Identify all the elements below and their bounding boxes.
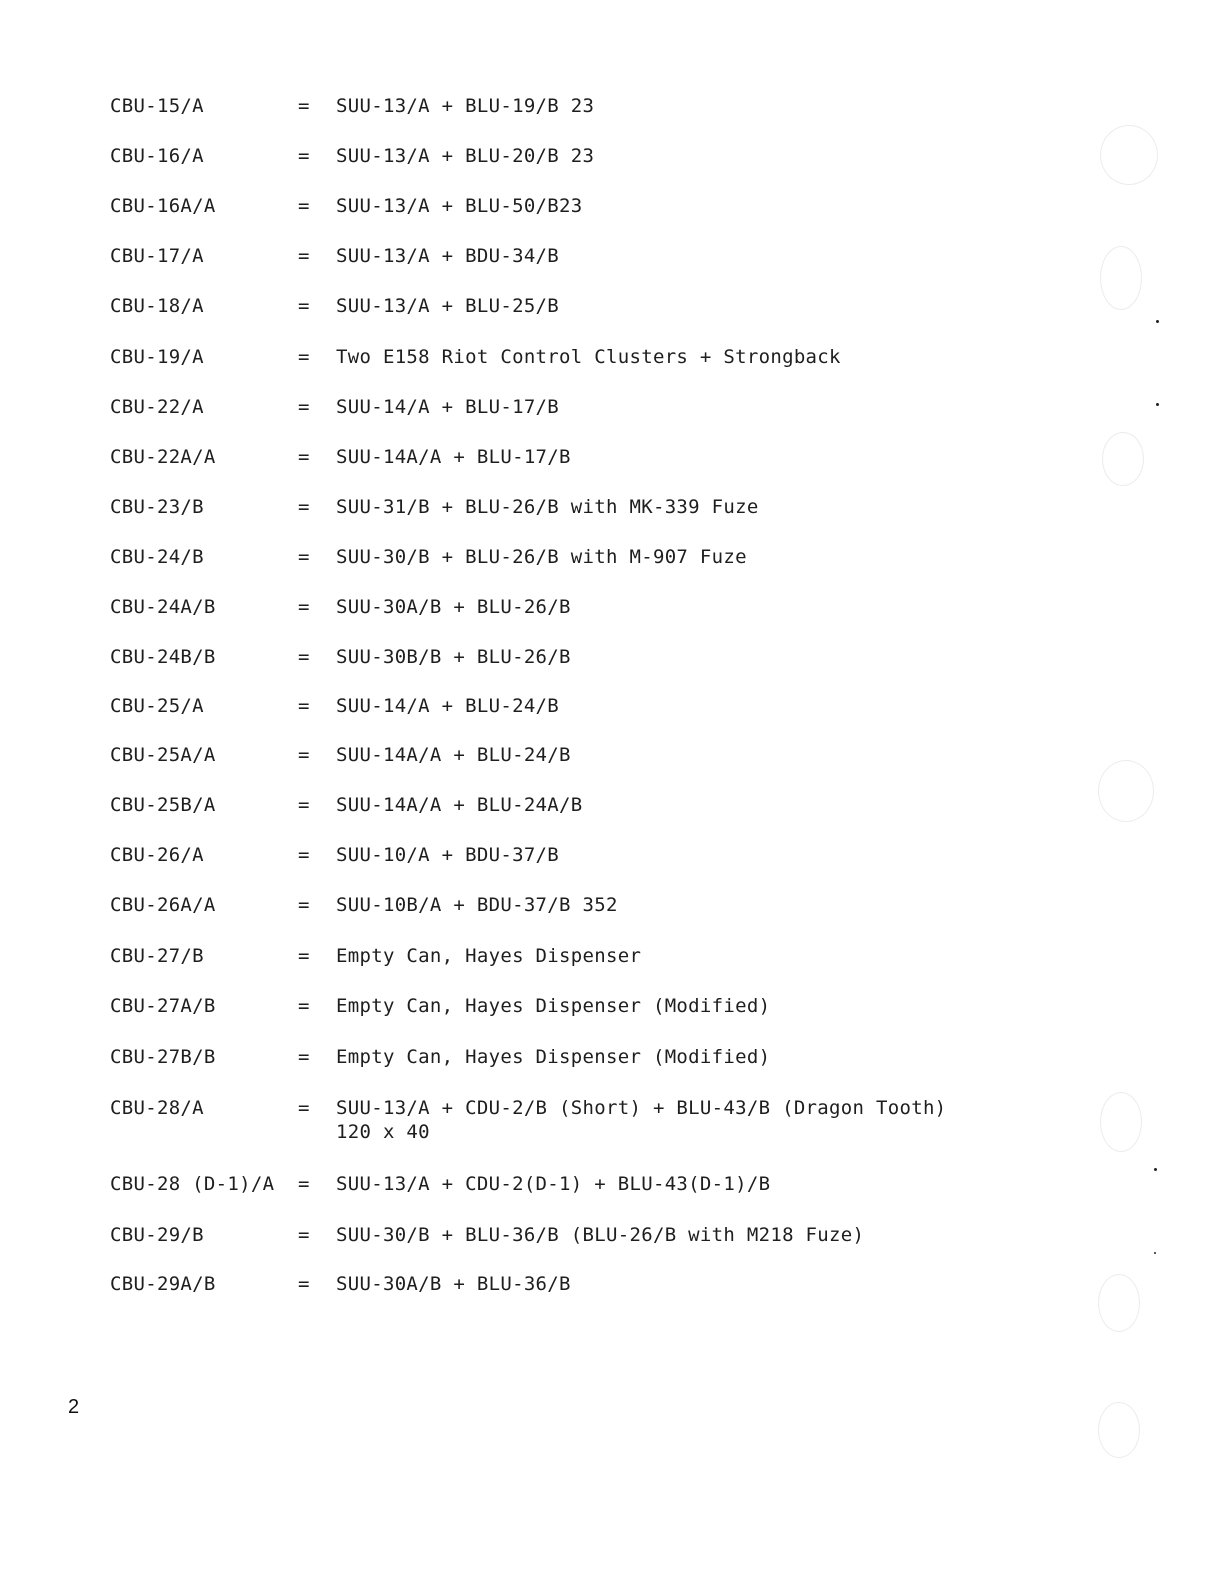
equals-sign: = <box>298 794 310 816</box>
equals-sign: = <box>298 1046 310 1068</box>
list-item <box>0 1045 1205 1075</box>
equals-sign: = <box>298 844 310 866</box>
designation: CBU-15/A <box>110 95 204 117</box>
composition-continuation: 120 x 40 <box>336 1121 430 1143</box>
composition: Empty Can, Hayes Dispenser (Modified) <box>336 1046 771 1068</box>
designation: CBU-17/A <box>110 245 204 267</box>
composition: SUU-13/A + BLU-19/B 23 <box>336 95 595 117</box>
list-item <box>0 843 1205 873</box>
list-item <box>0 1272 1205 1302</box>
designation: CBU-29A/B <box>110 1273 216 1295</box>
equals-sign: = <box>298 496 310 518</box>
equals-sign: = <box>298 596 310 618</box>
list-item <box>0 445 1205 475</box>
designation: CBU-29/B <box>110 1224 204 1246</box>
punch-hole-mark <box>1100 125 1158 185</box>
designation: CBU-26/A <box>110 844 204 866</box>
composition: SUU-13/A + BDU-34/B <box>336 245 560 267</box>
designation: CBU-18/A <box>110 295 204 317</box>
equals-sign: = <box>298 995 310 1017</box>
equals-sign: = <box>298 195 310 217</box>
designation: CBU-24B/B <box>110 646 216 668</box>
list-item <box>0 194 1205 224</box>
equals-sign: = <box>298 145 310 167</box>
list-item <box>0 645 1205 675</box>
composition: SUU-14/A + BLU-24/B <box>336 695 560 717</box>
list-item <box>0 294 1205 324</box>
designation: CBU-16A/A <box>110 195 216 217</box>
equals-sign: = <box>298 1224 310 1246</box>
equals-sign: = <box>298 695 310 717</box>
equals-sign: = <box>298 396 310 418</box>
designation: CBU-25/A <box>110 695 204 717</box>
scan-speck <box>1154 1252 1156 1254</box>
equals-sign: = <box>298 894 310 916</box>
designation: CBU-16/A <box>110 145 204 167</box>
punch-hole-mark <box>1098 1274 1140 1332</box>
list-item <box>0 944 1205 974</box>
punch-hole-mark <box>1098 1402 1140 1458</box>
composition: SUU-13/A + BLU-50/B23 <box>336 195 583 217</box>
list-item <box>0 1172 1205 1202</box>
equals-sign: = <box>298 945 310 967</box>
composition: SUU-30A/B + BLU-36/B <box>336 1273 571 1295</box>
designation: CBU-19/A <box>110 346 204 368</box>
scan-speck <box>1156 403 1159 406</box>
list-item <box>0 893 1205 923</box>
composition: SUU-13/A + BLU-25/B <box>336 295 560 317</box>
equals-sign: = <box>298 346 310 368</box>
punch-hole-mark <box>1100 246 1142 310</box>
composition: SUU-30/B + BLU-26/B with M-907 Fuze <box>336 546 747 568</box>
equals-sign: = <box>298 1273 310 1295</box>
page-number: 2 <box>68 1396 80 1418</box>
list-item <box>0 694 1205 724</box>
composition: SUU-30A/B + BLU-26/B <box>336 596 571 618</box>
list-item <box>0 395 1205 425</box>
composition: SUU-30/B + BLU-36/B (BLU-26/B with M218 Fuze) <box>336 1224 865 1246</box>
equals-sign: = <box>298 295 310 317</box>
composition: Empty Can, Hayes Dispenser (Modified) <box>336 995 771 1017</box>
composition: SUU-10/A + BDU-37/B <box>336 844 560 866</box>
scan-speck <box>1156 320 1159 323</box>
equals-sign: = <box>298 245 310 267</box>
composition: Empty Can, Hayes Dispenser <box>336 945 642 967</box>
designation: CBU-22/A <box>110 396 204 418</box>
list-item <box>0 94 1205 124</box>
designation: CBU-22A/A <box>110 446 216 468</box>
list-item <box>0 345 1205 375</box>
designation: CBU-28 (D-1)/A <box>110 1173 275 1195</box>
designation: CBU-27/B <box>110 945 204 967</box>
equals-sign: = <box>298 95 310 117</box>
composition: SUU-30B/B + BLU-26/B <box>336 646 571 668</box>
composition: SUU-13/A + CDU-2(D-1) + BLU-43(D-1)/B <box>336 1173 771 1195</box>
equals-sign: = <box>298 1173 310 1195</box>
composition: SUU-14A/A + BLU-24/B <box>336 744 571 766</box>
designation: CBU-24A/B <box>110 596 216 618</box>
composition: SUU-13/A + BLU-20/B 23 <box>336 145 595 167</box>
composition: SUU-14A/A + BLU-17/B <box>336 446 571 468</box>
composition: SUU-14/A + BLU-17/B <box>336 396 560 418</box>
list-item <box>0 994 1205 1024</box>
list-item <box>0 244 1205 274</box>
composition: SUU-13/A + CDU-2/B (Short) + BLU-43/B (Dragon Tooth) <box>336 1097 947 1119</box>
designation: CBU-23/B <box>110 496 204 518</box>
list-item <box>0 495 1205 525</box>
list-item <box>0 1096 1205 1150</box>
list-item <box>0 144 1205 174</box>
composition: SUU-14A/A + BLU-24A/B <box>336 794 583 816</box>
designation: CBU-27B/B <box>110 1046 216 1068</box>
list-item <box>0 743 1205 773</box>
punch-hole-mark <box>1098 760 1154 822</box>
designation: CBU-27A/B <box>110 995 216 1017</box>
designation: CBU-24/B <box>110 546 204 568</box>
composition: SUU-10B/A + BDU-37/B 352 <box>336 894 618 916</box>
composition: Two E158 Riot Control Clusters + Strongback <box>336 346 841 368</box>
punch-hole-mark <box>1102 432 1144 486</box>
designation: CBU-26A/A <box>110 894 216 916</box>
list-item <box>0 545 1205 575</box>
equals-sign: = <box>298 646 310 668</box>
list-item <box>0 595 1205 625</box>
scan-speck <box>1154 1168 1157 1171</box>
equals-sign: = <box>298 546 310 568</box>
designation: CBU-28/A <box>110 1097 204 1119</box>
equals-sign: = <box>298 446 310 468</box>
equals-sign: = <box>298 1097 310 1119</box>
composition: SUU-31/B + BLU-26/B with MK-339 Fuze <box>336 496 759 518</box>
designation: CBU-25A/A <box>110 744 216 766</box>
punch-hole-mark <box>1100 1092 1142 1152</box>
designation: CBU-25B/A <box>110 794 216 816</box>
equals-sign: = <box>298 744 310 766</box>
list-item <box>0 1223 1205 1253</box>
list-item <box>0 793 1205 823</box>
